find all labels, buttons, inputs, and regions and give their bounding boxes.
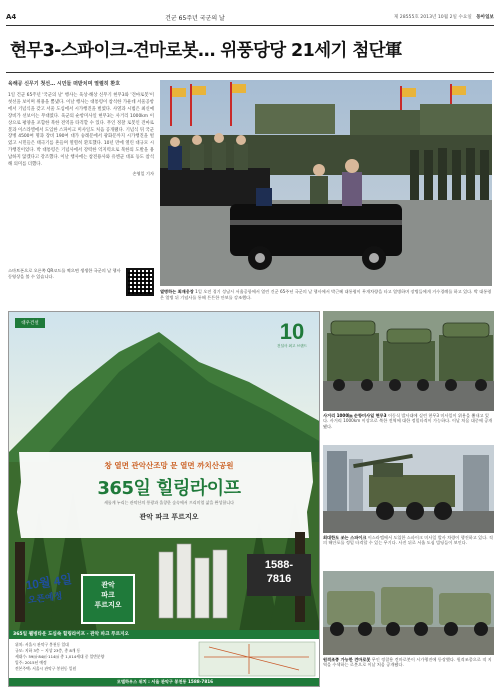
robot-photo-illustration [323, 571, 494, 655]
open-date: 10월 4일 [24, 572, 73, 593]
info-line: 위치: 서울시 관악구 봉천동 일대 [15, 642, 69, 647]
phone-bottom: 7816 [266, 573, 292, 585]
product-box-line3: 푸르지오 [94, 601, 122, 609]
headline: 현무3-스파이크-견마로봇… 위풍당당 21세기 첨단軍 [10, 41, 402, 61]
main-photo-caption [160, 289, 492, 300]
page-header [6, 10, 494, 24]
product-box-line2: 파크 [101, 591, 115, 599]
main-photo [160, 80, 492, 286]
award-subtitle: 건설사 최고 브랜드 [276, 344, 308, 348]
headline-rule [6, 72, 494, 73]
section-title: 건군 65주년 국군의 날 [165, 14, 225, 22]
article-kicker: 육해공 신무기 첫선… 시민들 떠받치며 열렬히 환호 [8, 81, 121, 87]
qr-text: 스마트폰으로 오른쪽 QR코드를 찍으면 생생한 국군의 날 행사 동영상을 볼 수 있습니다. [8, 268, 121, 279]
right-item-2 [323, 445, 494, 546]
brand-logo [15, 318, 45, 328]
issue-date: 제 28555호 2013년 10월 2일 수요일 [393, 15, 472, 20]
spike-caption [323, 535, 494, 546]
robot-caption [323, 657, 494, 668]
missile-caption [323, 413, 494, 429]
missile-photo [323, 311, 494, 411]
award-badge [273, 320, 311, 364]
product-box [81, 574, 135, 624]
robot-caption-title: 원격조종 가능한 견마로봇 [323, 657, 371, 662]
apartment-advertisement[interactable] [8, 311, 320, 687]
newspaper-name: 동아일보 [476, 15, 494, 20]
info-line: 규모: 지하 3층 ~ 지상 23층, 총 8개 동 [15, 648, 81, 653]
missile-caption-text: 이동식 발사대에 실린 현무3 미사일이 위용을 뽐내고 있다. 사거리 1000km 이상으로 북한 전역에 대한 정밀타격이 가능하다. 이날 처음 대중에 공개됐다. [323, 413, 493, 429]
ad-main-copy: 365일 힐링라이프 [97, 478, 241, 499]
qr-code-icon[interactable] [126, 268, 154, 296]
header-rule [6, 25, 494, 26]
phone-number[interactable] [247, 554, 311, 596]
spike-caption-title: 최대한도 쏘는 스파이크 [323, 535, 367, 540]
main-caption-title: 열병하는 최재웅장 [160, 289, 194, 294]
award-number: 10 [279, 319, 305, 344]
right-item-1 [323, 311, 494, 429]
article-byline: 손영일 기자 [132, 170, 154, 176]
robot-caption-text: 무인 정찰용 견마로봇이 시가행진에 등장했다. 원격조종으로 적 지역을 수색하는 로봇으로 이날 처음 공개됐다. [323, 657, 492, 668]
bottom-title: 365일 웰빙타운 도심속 힐링라이프 - 관악 파크 푸르지오 [13, 632, 129, 637]
open-label: 오픈예정 [27, 591, 64, 607]
brand-logo-text: 대우건설 [21, 320, 39, 325]
bottom-banner: 모델하우스 위치 : 서울 관악구 봉천동 1588-7816 [116, 679, 214, 684]
ad-subline: 새롭게 누리는 관악산의 풍광과 울창한 숲속에서 프리미엄 삶을 완성합니다 [104, 500, 234, 505]
info-line: 입주: 2015년 예정 [15, 660, 47, 665]
main-caption-text: 1일 오전 경기 성남시 서울공항에서 열린 건군 65주년 국군의 날 행사에서 박근혜 대통령이 무개차량을 타고 열병하며 장병들에게 거수경례를 하고 있다. 박 대통령은 열병 뒤 기념사를 통해 튼튼한 안보를 강조했다. [160, 289, 492, 300]
spike-photo-illustration [323, 445, 494, 533]
phone-top: 1588- [264, 559, 294, 571]
right-item-3 [323, 571, 494, 668]
missile-photo-illustration [323, 311, 494, 411]
issue-meta [324, 14, 494, 20]
robot-photo [323, 571, 494, 655]
page-number: A4 [6, 13, 17, 21]
missile-caption-title: 사거리 1000㎞ 순항미사일 현무3 [323, 413, 387, 418]
article-body: 1일 건군 65주년 '국군의 날' 행사는 육상·해상 신무기 현무3와 '견마로봇'이 첫선을 보이며 위용을 뽐냈다. 이날 행사는 대통령이 참석한 가운데 서울공항에서 기념식을 갖고 서울 도심에서 시가행진을 벌였다. 사열과 시범은 최신예 장비가 선보이는 무대였다. 육군의 순항미사일 현무3는 사거리 1000km 이상으로 평양을 포함한 북한 전역을 타격할 수 있다. 무인 정찰 로봇인 견마로봇과 이스라엘에서 도입한 스파이크 미사일도 처음 공개됐다. 기념식 뒤 국군 장병 4500여 명과 장비 190여 대가 숭례문에서 광화문까지 시가행진을 벌였고 시민들은 태극기를 흔들며 열렬히 환호했다. 10년 만에 열린 대규모 시가행진이었다. 박 대통령은 기념사에서 강력한 억지력으로 북한의 도발을 용납하지 않겠다고 강조했다. 이날 행사에는 참전용사와 유엔군 대표 등도 참석해 의미를 더했다. [8, 93, 154, 168]
article [8, 80, 154, 177]
qr-box [8, 268, 154, 304]
spike-caption-text: 이스라엘에서 도입한 스파이크 미사일 발사 차량이 행진하고 있다. 적의 해안포를 정밀 타격할 수 있는 무기다. 사진 뒤로 서울 도심 빌딩들이 보인다. [323, 535, 493, 546]
info-list [15, 642, 195, 672]
info-line: 견본주택: 서울시 관악구 봉천동 일원 [15, 666, 77, 671]
product-box-line1: 관악 [101, 581, 115, 589]
info-line: 세대수: 59㎡·84㎡·114㎡ 총 1,014세대 중 일반분양 [15, 654, 105, 659]
parade-photo-illustration [160, 80, 492, 286]
ad-tagline: 창 열면 관악산조망 문 열면 까치산공원 [104, 461, 234, 470]
spike-photo [323, 445, 494, 533]
ad-product-name: 관악 파크 푸르지오 [139, 513, 199, 521]
